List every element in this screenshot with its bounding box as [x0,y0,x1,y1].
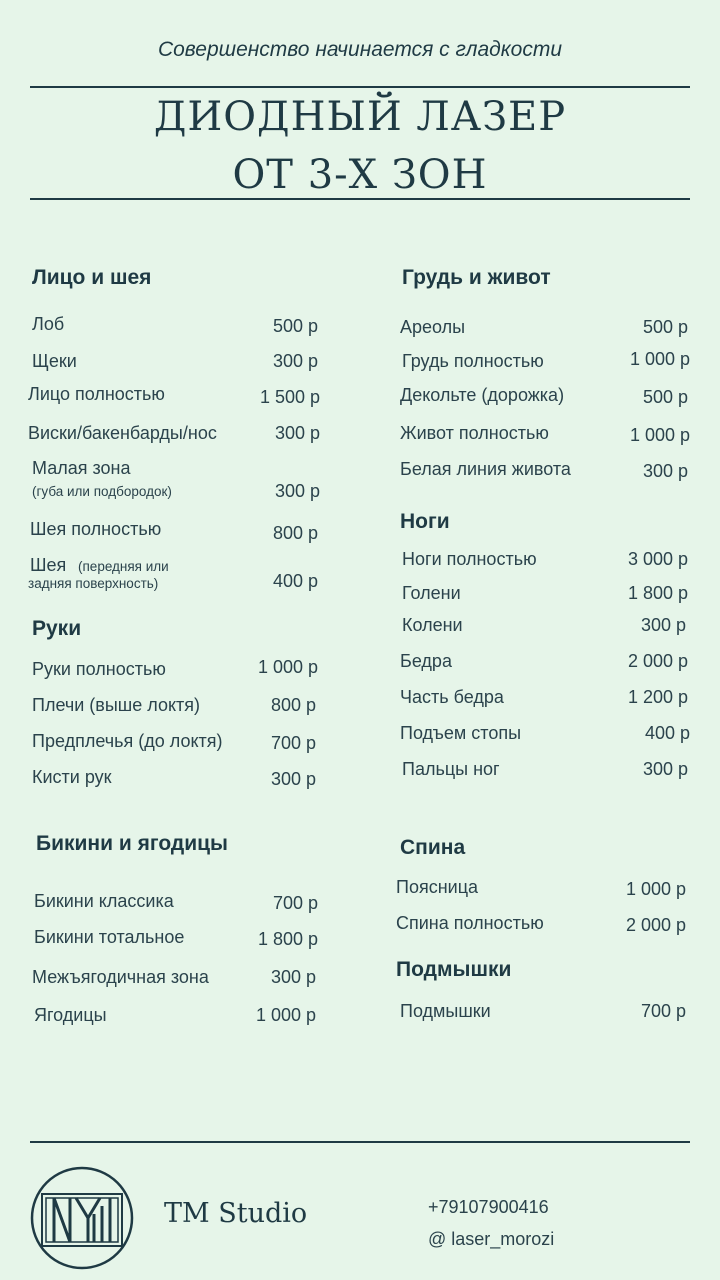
price-item-value: 300 р [274,481,320,501]
price-item-value: 300 р [270,769,316,789]
price-item-label: Ягодицы [34,1005,107,1025]
tm-monogram-logo-icon [30,1166,134,1270]
price-item-value: 1 200 р [627,687,688,707]
price-item-value: 800 р [270,695,316,715]
price-item-label: Декольте (дорожка) [400,385,565,405]
price-item-value: 300 р [640,615,686,635]
price-item-label: Живот полностью [400,423,549,443]
price-item-label: Голени [402,583,461,603]
price-item-value: 1 000 р [255,1005,316,1025]
price-item-label: Спина полностью [396,913,544,933]
price-item-label: Руки полностью [32,659,166,679]
price-item-label: Лоб [32,314,65,334]
tagline: Совершенство начинается с гладкости [157,38,563,61]
price-item-value: 1 000 р [629,349,690,369]
price-item-label: Грудь полностью [402,351,544,371]
price-item-value: 300 р [272,351,318,371]
header-top-divider [30,86,690,88]
price-item-value: 1 800 р [627,583,688,603]
price-item-value: 2 000 р [627,651,688,671]
price-item-label: Шея полностью [30,519,162,539]
price-item-label: Часть бедра [400,687,504,707]
price-item-note: (передняя или [78,559,169,574]
header-bottom-divider [30,198,690,200]
price-item-label: Ареолы [400,317,466,337]
price-item-label: Малая зона [32,458,131,478]
section-title-back: Спина [400,836,466,859]
section-title-armpits: Подмышки [396,958,512,981]
price-item-value: 300 р [270,967,316,987]
price-item-value: 300 р [274,423,320,443]
instagram-link[interactable]: @ laser_morozi [428,1229,555,1249]
price-item-label: Шея [30,555,67,575]
price-item-label: Пальцы ног [402,759,500,779]
price-item-label: Бикини тотальное [34,927,185,947]
phone-link[interactable]: +79107900416 [428,1197,549,1217]
section-title-chest: Грудь и живот [402,266,551,289]
price-item-label: Межъягодичная зона [32,967,209,987]
price-item-label: Подмышки [400,1001,491,1021]
price-item-value: 500 р [642,317,688,337]
section-title-legs: Ноги [400,510,450,533]
price-item-value: 2 000 р [625,915,686,935]
price-item-value: 1 000 р [625,879,686,899]
price-item-value: 700 р [272,893,318,913]
price-item-label: Белая линия живота [400,459,571,479]
price-item-label: Щеки [32,351,77,371]
price-item-value: 400 р [272,571,318,591]
price-item-label: Предплечья (до локтя) [32,731,223,751]
price-item-value: 800 р [272,523,318,543]
price-item-label: Ноги полностью [402,549,537,569]
price-item-value: 500 р [272,316,318,336]
section-title-arms: Руки [32,617,82,640]
price-item-label: Лицо полностью [28,384,165,404]
page-title-line2: ОТ 3-Х ЗОН [232,152,488,198]
price-item-value: 300 р [642,759,688,779]
price-item-label: Бикини классика [34,891,174,911]
price-item-value: 1 500 р [259,387,320,407]
price-item-value: 3 000 р [627,549,688,569]
price-item-label: Виски/бакенбарды/нос [28,423,217,443]
footer-divider [30,1141,690,1143]
price-item-value: 300 р [642,461,688,481]
price-item-value: 1 000 р [257,657,318,677]
price-item-value: 700 р [270,733,316,753]
section-title-face: Лицо и шея [32,266,152,289]
price-item-label: Бедра [400,651,452,671]
price-item-value: 1 800 р [257,929,318,949]
price-item-label: Подъем стопы [400,723,522,743]
price-item-value: 500 р [642,387,688,407]
price-item-note: задняя поверхность) [28,576,159,591]
price-item-label: Колени [402,615,463,635]
price-item-label: Плечи (выше локтя) [32,695,201,715]
price-item-value: 1 000 р [629,425,690,445]
price-item-label: Кисти рук [32,767,112,787]
section-title-bikini: Бикини и ягодицы [36,832,228,855]
price-item-value: 700 р [640,1001,686,1021]
page-title-line1: ДИОДНЫЙ ЛАЗЕР [153,94,567,140]
brand-name: TM Studio [164,1198,308,1229]
price-item-note: (губа или подбородок) [32,484,172,499]
price-item-label: Поясница [396,877,479,897]
price-item-value: 400 р [644,723,690,743]
